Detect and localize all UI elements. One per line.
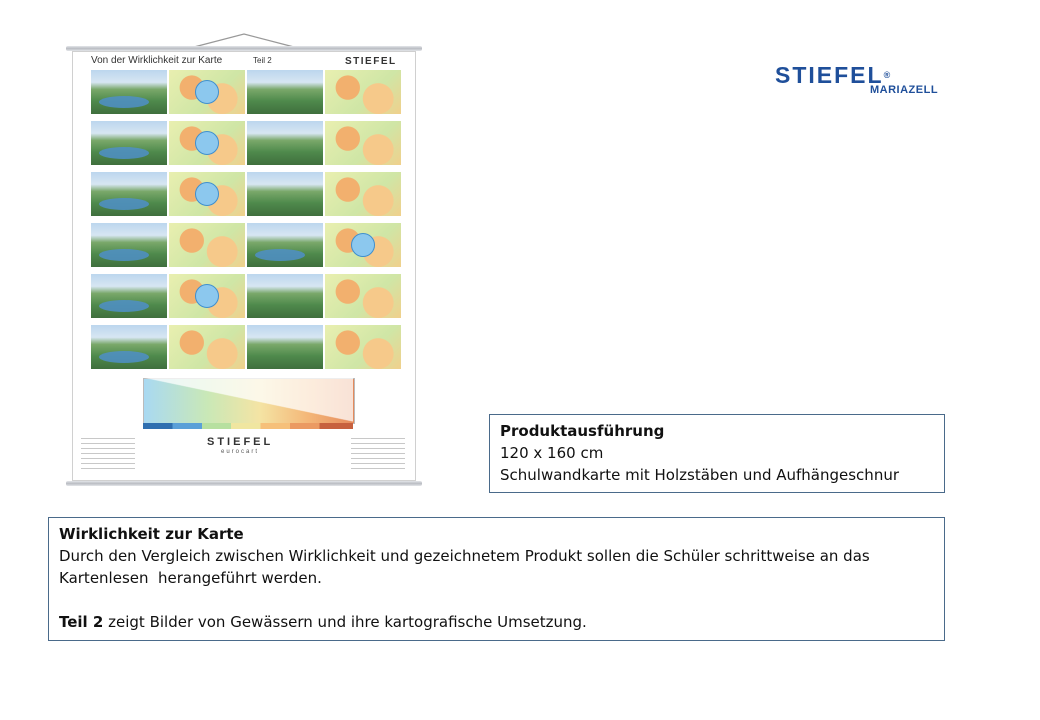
registered-mark: ® xyxy=(883,70,891,80)
part-description xyxy=(59,611,934,633)
map-picture xyxy=(325,121,401,165)
chart-part: Teil 2 xyxy=(253,56,272,65)
map-picture xyxy=(169,70,245,114)
publisher-fineprint xyxy=(351,438,405,472)
landscape-picture xyxy=(91,121,167,165)
map-picture xyxy=(169,274,245,318)
product-info-box xyxy=(489,414,945,493)
landscape-picture xyxy=(247,325,323,369)
landscape-picture xyxy=(247,70,323,114)
landscape-picture xyxy=(91,223,167,267)
map-picture xyxy=(325,70,401,114)
landscape-picture xyxy=(91,274,167,318)
map-picture xyxy=(169,172,245,216)
map-picture xyxy=(169,325,245,369)
wall-chart-image xyxy=(66,32,422,486)
landscape-picture xyxy=(247,121,323,165)
landscape-picture xyxy=(247,274,323,318)
description-body: Durch den Vergleich zwischen Wirklichkeit und gezeichnetem Produkt sollen die Schüler schrittweise an das Kartenlesen herangeführt werden. xyxy=(59,547,875,587)
product-size: 120 x 160 cm xyxy=(500,444,604,462)
chart-sheet xyxy=(72,51,416,481)
description-heading: Wirklichkeit zur Karte xyxy=(59,525,244,543)
map-picture xyxy=(325,172,401,216)
map-picture xyxy=(325,274,401,318)
bottom-rod xyxy=(66,481,422,486)
map-picture xyxy=(325,325,401,369)
stiefel-logo xyxy=(775,62,945,96)
landscape-picture xyxy=(91,172,167,216)
landscape-picture xyxy=(247,172,323,216)
map-picture xyxy=(325,223,401,267)
logo-wordmark: STIEFEL xyxy=(775,62,884,88)
logo-subtitle: MARIAZELL xyxy=(870,84,939,96)
map-picture xyxy=(169,121,245,165)
elevation-legend xyxy=(143,423,353,429)
chart-footer-sub: eurocart xyxy=(221,449,260,455)
landscape-picture xyxy=(91,325,167,369)
map-picture xyxy=(169,223,245,267)
product-description: Schulwandkarte mit Holzstäben und Aufhängeschnur xyxy=(500,466,899,484)
landscape-picture xyxy=(91,70,167,114)
chart-footer-brand: STIEFEL xyxy=(207,436,274,448)
publisher-fineprint xyxy=(81,438,135,472)
picture-grid xyxy=(91,70,403,372)
description-box xyxy=(48,517,945,641)
landscape-picture xyxy=(247,223,323,267)
part-text: zeigt Bilder von Gewässern und ihre kartografische Umsetzung. xyxy=(103,613,587,631)
chart-brand: STIEFEL xyxy=(345,56,397,67)
profile-slope xyxy=(143,378,353,422)
chart-title: Von der Wirklichkeit zur Karte xyxy=(91,55,223,66)
part-label: Teil 2 xyxy=(59,613,104,631)
product-heading: Produktausführung xyxy=(500,422,665,440)
elevation-profile xyxy=(91,374,403,432)
